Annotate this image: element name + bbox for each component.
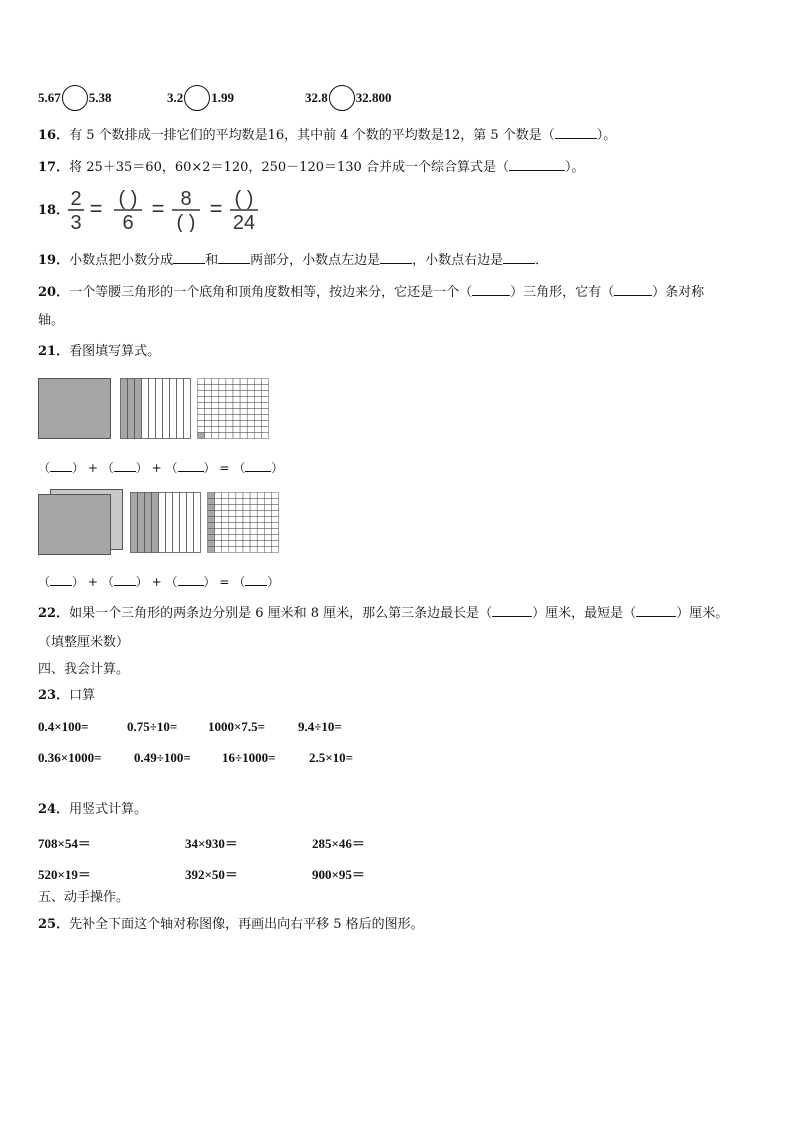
question-25	[38, 916, 424, 934]
question-number: 21．	[38, 344, 70, 359]
question-note: （填整厘米数）	[38, 635, 130, 650]
answer-blank[interactable]	[114, 457, 136, 472]
question-text: ）厘米。	[676, 606, 729, 621]
plus-sign: +	[87, 461, 98, 475]
svg-text:=: =	[89, 196, 103, 221]
question-text: ）条对称	[652, 285, 705, 300]
question-21	[38, 343, 160, 361]
question-22-note	[38, 634, 129, 652]
compare-circle[interactable]	[184, 85, 210, 111]
mental-calc-1: 0.4×100=	[38, 719, 89, 734]
compare-circle[interactable]	[62, 85, 88, 111]
question-number: 22．	[38, 606, 70, 621]
question-number: 23．	[38, 688, 70, 703]
equation-row-1: （ ） + （ ） + （ ） = （ ）	[38, 457, 283, 477]
hundredths-grid	[208, 493, 279, 553]
section-title: 四、我会计算。	[38, 662, 130, 677]
question-text: 和	[205, 253, 219, 268]
question-20	[38, 281, 704, 302]
question-text-end: ）。	[596, 128, 617, 143]
svg-text:=: =	[209, 196, 223, 221]
fraction-equation	[66, 186, 266, 232]
question-number: 25．	[38, 917, 70, 932]
section-4-heading	[38, 661, 129, 679]
whole-square	[39, 379, 111, 439]
fraction-3-numerator: 8	[180, 188, 192, 210]
equals-sign: =	[219, 461, 230, 475]
decimal-model-row-1	[38, 378, 270, 440]
fraction-2-numerator-blank[interactable]: ( )	[118, 188, 138, 210]
answer-blank[interactable]	[503, 249, 535, 264]
question-number: 24．	[38, 802, 70, 817]
question-number: 19．	[38, 253, 70, 268]
question-text: 一个等腰三角形的一个底角和顶角度数相等，按边来分，它还是一个（	[69, 285, 473, 300]
mental-calc-4: 9.4÷10=	[298, 719, 342, 734]
answer-blank[interactable]	[50, 571, 72, 586]
compare-right: 1.99	[211, 89, 234, 105]
vertical-calc-1: 708×54＝	[38, 836, 91, 851]
answer-blank[interactable]	[173, 249, 205, 264]
svg-text:=: =	[151, 196, 165, 221]
answer-blank[interactable]	[245, 457, 271, 472]
compare-item-2	[167, 86, 234, 112]
question-22	[38, 602, 728, 623]
answer-blank[interactable]	[614, 281, 652, 296]
answer-blank[interactable]	[555, 124, 597, 139]
answer-blank[interactable]	[636, 602, 676, 617]
section-5-heading	[38, 889, 129, 907]
compare-left: 32.8	[305, 89, 328, 105]
mental-calc-8: 2.5×10=	[309, 750, 354, 765]
question-text: 有 5 个数排成一排它们的平均数是16，其中前 4 个数的平均数是12，第 5 个数是（	[69, 128, 555, 143]
answer-blank[interactable]	[245, 571, 267, 586]
compare-left: 5.67	[38, 89, 61, 105]
fraction-4-numerator-blank[interactable]: ( )	[234, 188, 254, 210]
question-number: 20．	[38, 285, 70, 300]
question-19	[38, 249, 548, 270]
answer-blank[interactable]	[509, 156, 565, 171]
vertical-calc-5: 392×50＝	[185, 867, 238, 882]
plus-sign: +	[151, 575, 162, 589]
fraction-4-denominator: 24	[232, 212, 256, 232]
hundredths-grid	[198, 379, 269, 439]
mental-calc-6: 0.49÷100=	[134, 750, 191, 765]
question-text: ）三角形，它有（	[510, 285, 615, 300]
question-text: 将 25＋35＝60，60×2＝120，250－120＝130 合并成一个综合算式是（	[69, 160, 509, 175]
vertical-calc-6: 900×95＝	[312, 867, 365, 882]
mental-calc-7: 16÷1000=	[222, 750, 276, 765]
fraction-1-denominator: 3	[70, 212, 82, 232]
compare-right: 32.800	[355, 89, 392, 105]
vertical-calc-3: 285×46＝	[312, 836, 365, 851]
answer-blank[interactable]	[178, 457, 204, 472]
question-text-end: ）。	[564, 160, 585, 175]
decimal-model-row-2	[38, 489, 280, 555]
answer-blank[interactable]	[492, 602, 532, 617]
fraction-2-denominator: 6	[122, 212, 134, 232]
answer-blank[interactable]	[380, 249, 412, 264]
question-text: 看图填写算式。	[69, 344, 161, 359]
question-number: 18．	[38, 203, 70, 218]
question-text: ）厘米，最短是（	[532, 606, 637, 621]
question-18-number	[38, 202, 69, 220]
answer-blank[interactable]	[178, 571, 204, 586]
question-17	[38, 156, 584, 177]
question-text: 两部分，小数点左边是	[250, 253, 381, 268]
fraction-3-denominator-blank[interactable]: ( )	[176, 212, 196, 232]
compare-right: 5.38	[88, 89, 112, 105]
compare-item-1	[38, 86, 112, 112]
compare-item-3	[305, 86, 392, 112]
equals-sign: =	[219, 575, 230, 589]
question-text: 轴。	[38, 313, 65, 328]
equation-row-2: （ ） + （ ） + （ ） = （ ）	[38, 571, 279, 591]
section-title: 五、动手操作。	[38, 890, 130, 905]
tenths-strips	[131, 493, 201, 553]
tenths-strips	[121, 379, 191, 439]
answer-blank[interactable]	[114, 571, 136, 586]
plus-sign: +	[151, 461, 162, 475]
question-text: 如果一个三角形的两条边分别是 6 厘米和 8 厘米，那么第三条边最长是（	[69, 606, 493, 621]
mental-calc-5: 0.36×1000=	[38, 750, 102, 765]
question-text: 小数点把小数分成	[69, 253, 174, 268]
question-text: 口算	[69, 688, 96, 703]
answer-blank[interactable]	[218, 249, 250, 264]
fraction-1-numerator: 2	[70, 188, 82, 210]
question-text: ，小数点右边是	[412, 253, 504, 268]
vertical-calc-2: 34×930＝	[185, 836, 238, 851]
question-text: ．	[535, 253, 549, 268]
mental-calc-3: 1000×7.5=	[208, 719, 266, 734]
question-23	[38, 687, 95, 705]
answer-blank[interactable]	[472, 281, 510, 296]
question-24	[38, 801, 147, 819]
vertical-calc-4: 520×19＝	[38, 867, 91, 882]
question-16	[38, 124, 616, 145]
compare-left: 3.2	[167, 89, 184, 105]
whole-square-front	[39, 495, 111, 555]
question-number: 16．	[38, 128, 70, 143]
question-text: 用竖式计算。	[69, 802, 148, 817]
mental-calc-2: 0.75÷10=	[127, 719, 178, 734]
compare-circle[interactable]	[329, 85, 355, 111]
answer-blank[interactable]	[50, 457, 72, 472]
question-20-continued	[38, 312, 64, 330]
question-number: 17．	[38, 160, 70, 175]
question-text: 先补全下面这个轴对称图像，再画出向右平移 5 格后的图形。	[69, 917, 424, 932]
plus-sign: +	[87, 575, 98, 589]
